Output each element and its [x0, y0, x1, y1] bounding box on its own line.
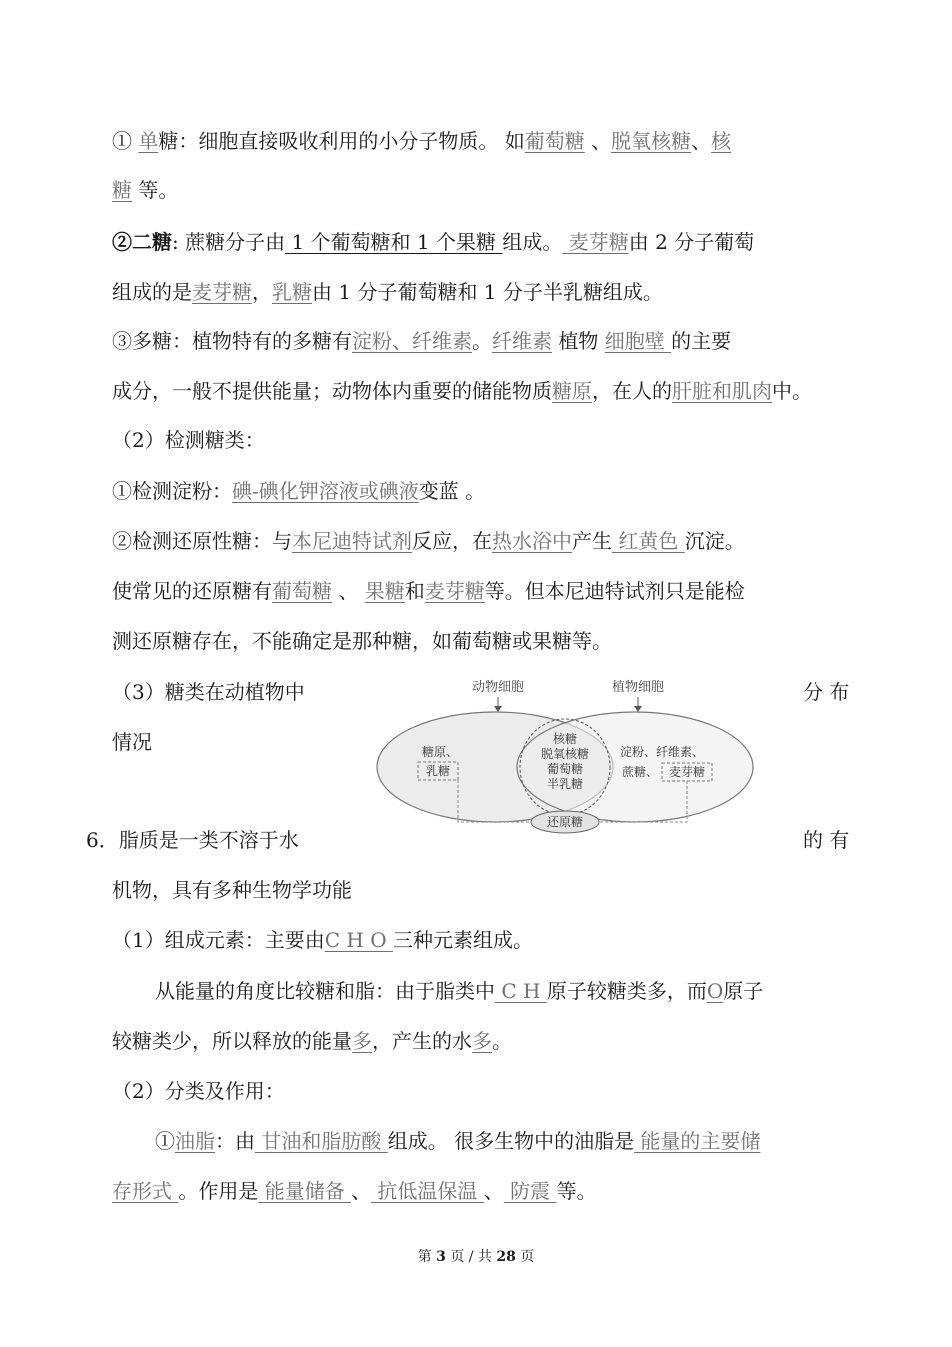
answer-blank: 葡萄糖	[272, 579, 332, 603]
text: 组成。	[502, 230, 563, 254]
answer-blank: 糖原	[552, 379, 592, 403]
text: ①检测淀粉：	[112, 479, 232, 503]
polysaccharide-line-1	[112, 327, 731, 355]
lipid-elements-line	[112, 926, 533, 954]
text: （3）糖类在动植物中	[112, 680, 305, 704]
animal-item-glycogen: 糖原、	[421, 745, 459, 759]
answer-blank: 碘-碘化钾溶液或碘液	[232, 479, 419, 503]
diagram-arrows	[494, 697, 642, 712]
common-item-deoxyribose: 脱氧核糖	[540, 747, 590, 761]
text: 。作用是	[178, 1179, 259, 1203]
text: 等。	[132, 178, 179, 202]
answer-blank: 麦芽糖	[424, 579, 485, 603]
plant-item-starch-cellulose: 淀粉、纤维素、	[620, 745, 705, 759]
lipid-right	[803, 826, 849, 854]
heading: （2）分类及作用：	[112, 1079, 285, 1103]
text: （1）组成元素：主要由	[112, 928, 325, 952]
text: 、	[351, 1179, 372, 1203]
answer-blank: O	[706, 979, 724, 1003]
plant-item-maltose: 麦芽糖	[668, 765, 706, 779]
total-pages: 28	[496, 1249, 516, 1265]
detect-reducing-line-1	[112, 527, 745, 555]
text: 。	[472, 329, 492, 353]
circled-number: ①	[112, 129, 139, 153]
distribution-line-2	[112, 728, 152, 756]
text: ，	[252, 280, 272, 304]
text: 产生	[572, 529, 612, 553]
answer-blank: 红黄色	[612, 529, 685, 553]
plant-item-sucrose: 蔗糖、	[622, 765, 659, 779]
footer-text: 页 / 共	[450, 1249, 492, 1265]
answer-blank: 麦芽糖	[562, 230, 629, 254]
text: 中。	[772, 379, 812, 403]
disaccharide-line-2	[112, 278, 663, 306]
disaccharide-line-1	[112, 228, 754, 256]
answer-blank: 油脂	[175, 1129, 215, 1153]
text: 糖：细胞直接吸收利用的小分子物质。 如	[158, 129, 525, 153]
answer-blank: 淀粉、纤维素	[352, 329, 472, 353]
answer-blank: 脱氧核糖	[611, 129, 692, 153]
answer-blank: 麦芽糖	[192, 280, 252, 304]
text: 较糖类少，所以释放的能量	[112, 1029, 352, 1053]
answer-blank: 糖	[112, 178, 132, 202]
text: 测还原糖存在，不能确定是那种糖，如葡萄糖或果糖等。	[112, 629, 612, 653]
text: 和	[404, 579, 425, 603]
sugar-distribution-diagram	[370, 675, 760, 835]
text: 反应，在	[412, 529, 492, 553]
distribution-right	[803, 678, 849, 706]
monosaccharide-line-1	[112, 127, 731, 155]
text: ，在人的	[592, 379, 672, 403]
lipid-fat-line-2	[112, 1177, 597, 1205]
footer-text: 第	[417, 1249, 432, 1265]
answer-blank: C H O	[324, 928, 393, 952]
lipid-energy-line-2	[112, 1027, 512, 1055]
monosaccharide-line-2	[112, 176, 178, 204]
answer-blank: 多	[352, 1029, 372, 1053]
text: 、	[483, 1179, 504, 1203]
text: 原子	[723, 979, 764, 1003]
reducing-sugar-label: 还原糖	[546, 815, 584, 829]
lipid-class-heading	[112, 1077, 285, 1105]
text: 从能量的角度比较糖和脂：由于脂类中	[155, 979, 495, 1003]
text: ①	[155, 1129, 175, 1153]
detect-reducing-line-3	[112, 627, 612, 655]
detect-reducing-line-2	[112, 577, 745, 605]
text: ②检测还原性糖：与	[112, 529, 292, 553]
plant-cell-label: 植物细胞	[611, 680, 665, 695]
answer-blank: 单	[138, 129, 159, 153]
text: 组成的是	[112, 280, 192, 304]
page-footer	[0, 1246, 952, 1266]
text: ：由	[215, 1129, 255, 1153]
text: 分 布	[803, 680, 850, 704]
text: 、	[332, 579, 365, 603]
text: 机物，具有多种生物学功能	[112, 878, 352, 902]
text: : 蔗糖分子由	[172, 230, 286, 254]
text: 使常见的还原糖有	[112, 579, 272, 603]
answer-blank: 葡萄糖	[524, 129, 585, 153]
answer-blank: 本尼迪特试剂	[292, 529, 412, 553]
page-number: 3	[436, 1249, 446, 1265]
text: 成分，一般不提供能量；动物体内重要的储能物质	[112, 379, 552, 403]
common-item-ribose: 核糖	[552, 732, 578, 746]
common-item-glucose: 葡萄糖	[546, 762, 584, 776]
answer-blank: 核	[711, 129, 732, 153]
text: 。	[492, 1029, 512, 1053]
answer-blank: 热水浴中	[492, 529, 572, 553]
distribution-line-1	[112, 678, 305, 706]
animal-cell-label: 动物细胞	[471, 680, 525, 695]
text: ③多糖：植物特有的多糖有	[112, 329, 352, 353]
text: 组成。 很多生物中的油脂是	[387, 1129, 635, 1153]
animal-item-lactose: 乳糖	[425, 764, 451, 778]
text: 的主要	[671, 329, 732, 353]
answer-blank: C H	[495, 979, 547, 1003]
heading: （2）检测糖类：	[112, 428, 265, 452]
text: 等。	[556, 1179, 597, 1203]
detect-starch-line	[112, 477, 485, 505]
answer-blank: 能量的主要储	[634, 1129, 761, 1153]
text: 的 有	[803, 828, 850, 852]
lipid-line-1	[86, 826, 299, 854]
text: 原子较糖类多，而	[546, 979, 707, 1003]
text: 变蓝 。	[418, 479, 486, 503]
text: 情况	[112, 730, 152, 754]
text: ，产生的水	[372, 1029, 472, 1053]
answer-blank: 多	[472, 1029, 492, 1053]
detect-heading	[112, 426, 265, 454]
section-label: ②二糖	[112, 230, 172, 254]
lipid-line-2	[112, 876, 352, 904]
common-item-galactose: 半乳糖	[546, 777, 584, 791]
text: 三种元素组成。	[392, 928, 533, 952]
answer-blank: 抗低温保温	[371, 1179, 484, 1203]
answer-blank: 能量储备	[258, 1179, 352, 1203]
answer-blank: 1 个葡萄糖和 1 个果糖	[285, 230, 503, 254]
answer-blank: 甘油和脂肪酸	[255, 1129, 388, 1153]
text: 、	[691, 129, 712, 153]
footer-text: 页	[520, 1249, 535, 1265]
polysaccharide-line-2	[112, 377, 812, 405]
text: 沉淀。	[684, 529, 745, 553]
answer-blank: 防震	[503, 1179, 557, 1203]
lipid-energy-line-1	[155, 977, 763, 1005]
answer-blank: 果糖	[364, 579, 405, 603]
text: 植物	[552, 329, 605, 353]
text: 由 2 分子葡萄	[628, 230, 755, 254]
answer-blank: 纤维素	[492, 329, 552, 353]
text: 、	[584, 129, 612, 153]
text: 6．脂质是一类不溶于水	[86, 828, 299, 852]
answer-blank: 存形式	[112, 1179, 179, 1203]
text: 由 1 分子葡萄糖和 1 分子半乳糖组成。	[312, 280, 663, 304]
answer-blank: 乳糖	[272, 280, 312, 304]
answer-blank: 肝脏和肌肉	[672, 379, 772, 403]
lipid-fat-line-1	[155, 1127, 760, 1155]
answer-blank: 细胞壁	[604, 329, 672, 353]
text: 等。但本尼迪特试剂只是能检	[484, 579, 745, 603]
